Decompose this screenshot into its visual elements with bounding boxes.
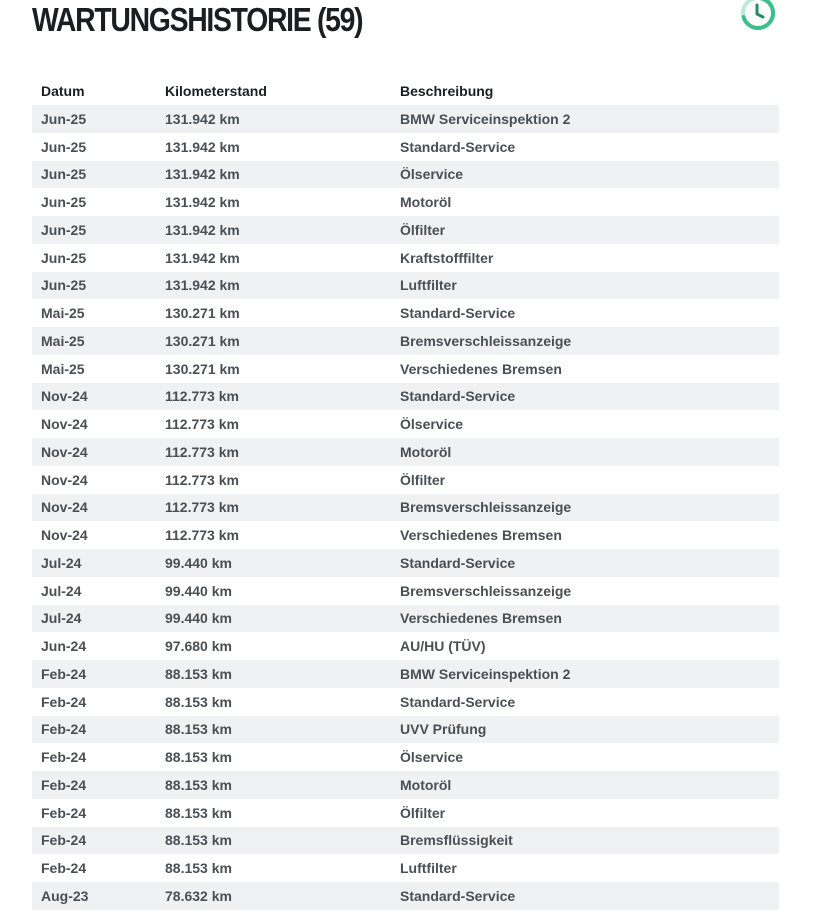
cell-date: Jun-25: [32, 105, 156, 133]
table-row: [32, 577, 779, 605]
table-row: [32, 216, 779, 244]
cell-description: AU/HU (TÜV): [391, 632, 779, 660]
history-icon[interactable]: [739, 0, 777, 32]
table-row: [32, 383, 779, 411]
cell-mileage: 88.153 km: [156, 854, 391, 882]
column-header-date: Datum: [41, 83, 85, 99]
table-row: [32, 799, 779, 827]
cell-mileage: 130.271 km: [156, 355, 391, 383]
table-row: [32, 882, 779, 910]
table-row: [32, 272, 779, 300]
cell-description: Standard-Service: [391, 549, 779, 577]
table-row: [32, 632, 779, 660]
table-row: [32, 827, 779, 855]
table-header-row: [32, 77, 779, 105]
cell-description: Ölservice: [391, 743, 779, 771]
table-row: [32, 244, 779, 272]
cell-date: Aug-23: [32, 882, 156, 910]
cell-date: Jun-25: [32, 244, 156, 272]
cell-mileage: 130.271 km: [156, 327, 391, 355]
table-row: [32, 549, 779, 577]
cell-description: Standard-Service: [391, 133, 779, 161]
cell-mileage: 99.440 km: [156, 549, 391, 577]
cell-date: Jun-25: [32, 161, 156, 189]
cell-description: BMW Serviceinspektion 2: [391, 660, 779, 688]
cell-description: Motoröl: [391, 771, 779, 799]
cell-mileage: 88.153 km: [156, 688, 391, 716]
table-row: [32, 299, 779, 327]
cell-mileage: 131.942 km: [156, 133, 391, 161]
cell-date: Nov-24: [32, 466, 156, 494]
column-header-description: Beschreibung: [400, 83, 494, 99]
cell-date: Feb-24: [32, 743, 156, 771]
cell-mileage: 88.153 km: [156, 799, 391, 827]
table-row: [32, 466, 779, 494]
cell-mileage: 88.153 km: [156, 743, 391, 771]
cell-description: Verschiedenes Bremsen: [391, 355, 779, 383]
cell-description: UVV Prüfung: [391, 716, 779, 744]
cell-date: Jul-24: [32, 577, 156, 605]
cell-date: Feb-24: [32, 688, 156, 716]
table-row: [32, 410, 779, 438]
cell-mileage: 97.680 km: [156, 632, 391, 660]
table-row: [32, 688, 779, 716]
cell-date: Jun-25: [32, 216, 156, 244]
cell-date: Nov-24: [32, 521, 156, 549]
table-row: [32, 716, 779, 744]
cell-description: Luftfilter: [391, 272, 779, 300]
column-header-mileage: Kilometerstand: [165, 83, 267, 99]
table-row: [32, 605, 779, 633]
cell-description: Standard-Service: [391, 882, 779, 910]
cell-mileage: 131.942 km: [156, 244, 391, 272]
cell-mileage: 112.773 km: [156, 410, 391, 438]
table-row: [32, 854, 779, 882]
cell-mileage: 112.773 km: [156, 494, 391, 522]
cell-description: BMW Serviceinspektion 2: [391, 105, 779, 133]
table-row: [32, 355, 779, 383]
table-row: [32, 161, 779, 189]
cell-date: Mai-25: [32, 355, 156, 383]
cell-date: Nov-24: [32, 494, 156, 522]
cell-date: Jun-25: [32, 272, 156, 300]
cell-description: Ölfilter: [391, 216, 779, 244]
cell-mileage: 112.773 km: [156, 466, 391, 494]
cell-description: Standard-Service: [391, 383, 779, 411]
cell-mileage: 131.942 km: [156, 161, 391, 189]
cell-mileage: 131.942 km: [156, 188, 391, 216]
table-row: [32, 438, 779, 466]
cell-description: Standard-Service: [391, 688, 779, 716]
cell-date: Jun-25: [32, 133, 156, 161]
cell-mileage: 112.773 km: [156, 521, 391, 549]
cell-date: Jun-25: [32, 188, 156, 216]
cell-description: Bremsverschleissanzeige: [391, 494, 779, 522]
cell-date: Jun-24: [32, 632, 156, 660]
cell-mileage: 88.153 km: [156, 660, 391, 688]
cell-description: Ölservice: [391, 410, 779, 438]
cell-date: Mai-25: [32, 299, 156, 327]
cell-mileage: 131.942 km: [156, 272, 391, 300]
table-row: [32, 327, 779, 355]
cell-description: Motoröl: [391, 188, 779, 216]
cell-date: Feb-24: [32, 827, 156, 855]
cell-mileage: 112.773 km: [156, 383, 391, 411]
cell-mileage: 88.153 km: [156, 827, 391, 855]
cell-mileage: 88.153 km: [156, 716, 391, 744]
table-row: [32, 494, 779, 522]
table-row: [32, 521, 779, 549]
cell-mileage: 78.632 km: [156, 882, 391, 910]
cell-description: Ölservice: [391, 161, 779, 189]
table-row: [32, 188, 779, 216]
cell-description: Bremsflüssigkeit: [391, 827, 779, 855]
cell-mileage: 131.942 km: [156, 105, 391, 133]
cell-description: Bremsverschleissanzeige: [391, 577, 779, 605]
table-row: [32, 660, 779, 688]
cell-mileage: 99.440 km: [156, 605, 391, 633]
cell-date: Mai-25: [32, 327, 156, 355]
cell-mileage: 112.773 km: [156, 438, 391, 466]
cell-description: Verschiedenes Bremsen: [391, 605, 779, 633]
cell-date: Feb-24: [32, 716, 156, 744]
cell-description: Luftfilter: [391, 854, 779, 882]
table-row: [32, 743, 779, 771]
cell-date: Feb-24: [32, 771, 156, 799]
cell-date: Feb-24: [32, 854, 156, 882]
cell-mileage: 131.942 km: [156, 216, 391, 244]
cell-mileage: 99.440 km: [156, 577, 391, 605]
table-row: [32, 771, 779, 799]
table-row: [32, 133, 779, 161]
cell-mileage: 130.271 km: [156, 299, 391, 327]
cell-description: Motoröl: [391, 438, 779, 466]
cell-description: Ölfilter: [391, 466, 779, 494]
cell-date: Nov-24: [32, 438, 156, 466]
cell-date: Feb-24: [32, 660, 156, 688]
table-body: [32, 105, 779, 910]
cell-date: Nov-24: [32, 410, 156, 438]
cell-date: Nov-24: [32, 383, 156, 411]
cell-description: Verschiedenes Bremsen: [391, 521, 779, 549]
table-row: [32, 105, 779, 133]
cell-description: Kraftstofffilter: [391, 244, 779, 272]
cell-date: Jul-24: [32, 549, 156, 577]
cell-date: Feb-24: [32, 799, 156, 827]
cell-description: Standard-Service: [391, 299, 779, 327]
cell-description: Bremsverschleissanzeige: [391, 327, 779, 355]
page-title: WARTUNGSHISTORIE (59): [32, 1, 363, 38]
cell-description: Ölfilter: [391, 799, 779, 827]
maintenance-history-table: [32, 77, 779, 910]
cell-date: Jul-24: [32, 605, 156, 633]
cell-mileage: 88.153 km: [156, 771, 391, 799]
